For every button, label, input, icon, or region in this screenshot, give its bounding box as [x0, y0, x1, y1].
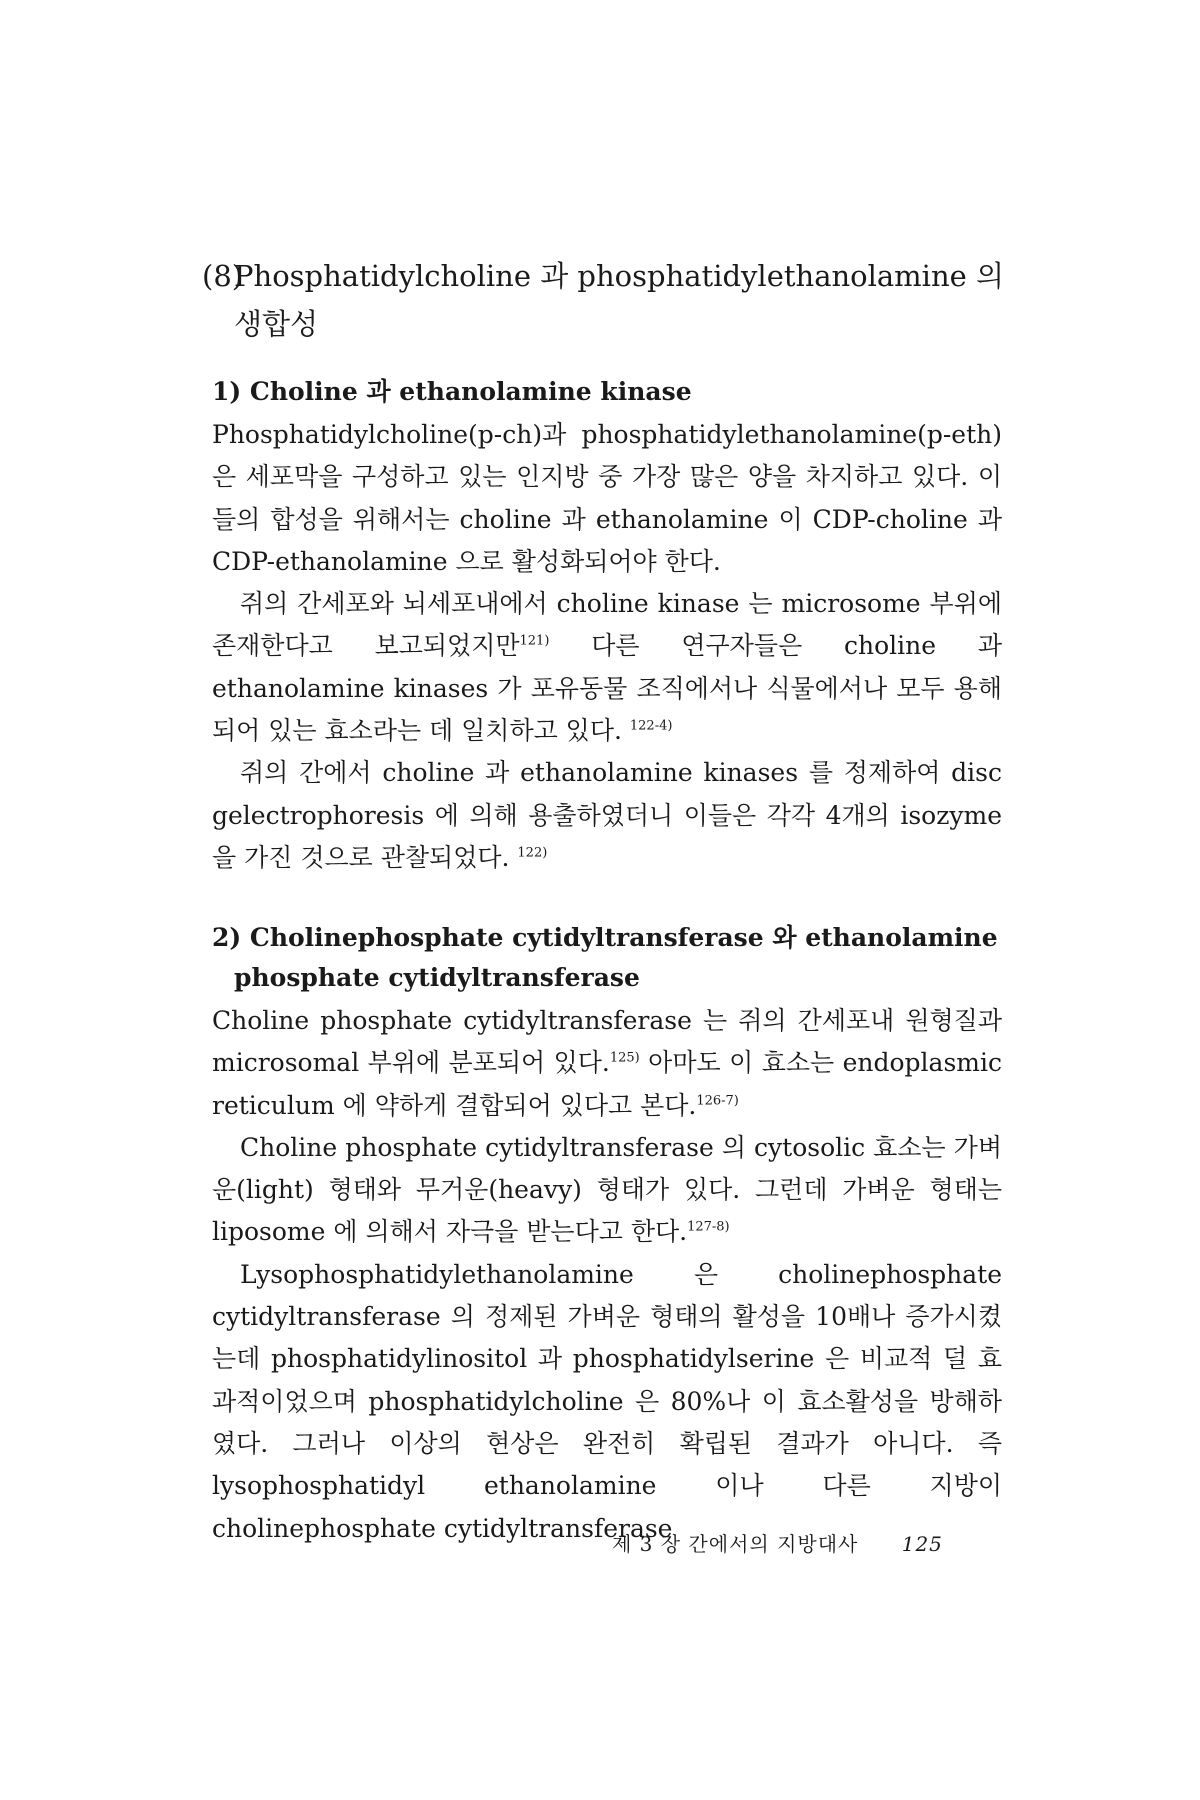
- citation: 126-7): [696, 1093, 739, 1109]
- subsection-2-title-line2: phosphate cytidyltransferase: [234, 963, 640, 992]
- page-footer: [612, 1528, 943, 1557]
- citation: 127-8): [687, 1220, 730, 1236]
- paragraph: Phosphatidylcholine(p-ch)과 phosphatidylethanolamine(p-eth)은 세포막을 구성하고 있는 인지방 중 가장 많은 양을 차지하고 있다. 이들의 합성을 위해서는 choline 과 ethanolamine 이 CDP-choline 과 CDP-ethanolamine 으로 활성화되어야 한다.: [212, 420, 1002, 576]
- section-number: (8): [202, 259, 244, 293]
- subsection-2-heading: [212, 918, 1002, 998]
- citation: 122-4): [629, 718, 673, 734]
- chapter-title: 제 3 장 간에서의 지방대사: [612, 1532, 859, 1556]
- paragraph: [212, 583, 1002, 752]
- citation: 125): [609, 1050, 640, 1066]
- paragraph: [212, 1000, 1002, 1127]
- citation: 122): [517, 845, 548, 861]
- citation: 121): [519, 634, 550, 650]
- paragraph: [212, 1127, 1002, 1254]
- paragraph: Lysophosphatidylethanolamine 은 cholinephosphate cytidyltransferase 의 정제된 가벼운 형태의 활성을 10배나 증가시켰는데 phosphatidylinositol 과 phosphatidylserine 은 비교적 덜 효과적이었으며 phosphatidylcholine 은 80%나 이 효소활성을 방해하였다. 그러나 이상의 현상은 완전히 확립된 결과가 아니다. 즉 lysophosphatidyl ethanolamine 이나 다른 지방이 cholinephosphate cytidyltransferase: [212, 1259, 1002, 1543]
- paragraph-text: 쥐의 간세포와 뇌세포내에서 choline kinase 는 microsome 부위에 존재한다고 보고되었지만: [212, 589, 1002, 661]
- subsection-1-title: 1) Choline 과 ethanolamine kinase: [212, 377, 692, 406]
- subsection-2-body: [212, 1000, 1002, 1550]
- section-heading: [202, 252, 1014, 348]
- subsection-1-heading: [212, 372, 1002, 412]
- paragraph-text: Choline phosphate cytidyltransferase 의 cytosolic 효소는 가벼운(light) 형태와 무거운(heavy) 형태가 있다. 그런데 가벼운 형태는 liposome 에 의해서 자극을 받는다고 한다.: [212, 1132, 1002, 1247]
- subsection-1-body: [212, 414, 1002, 879]
- paragraph: [212, 752, 1002, 879]
- paragraph-text: 다른 연구자들은 choline 과 ethanolamine kinases 가 포유동물 조직에서나 식물에서나 모두 용해되어 있는 효소라는 데 일치하고 있다.: [212, 631, 1002, 746]
- paragraph-text: 아마도 이 효소는 endoplasmic reticulum 에 약하게 결합되어 있다고 본다.: [212, 1048, 1002, 1120]
- paragraph-text: 쥐의 간에서 choline 과 ethanolamine kinases 를 정제하여 disc gelectrophoresis 에 의해 용출하였더니 이들은 각각 4개의 isozyme 을 가진 것으로 관찰되었다.: [212, 758, 1002, 872]
- section-title: Phosphatidylcholine 과 phosphatidylethanolamine 의 생합성: [234, 259, 1005, 341]
- page-number: 125: [901, 1532, 943, 1556]
- subsection-2-title-line1: 2) Cholinephosphate cytidyltransferase 와 ethanolamine: [212, 923, 998, 952]
- paragraph-text: Choline phosphate cytidyltransferase 는 쥐의 간세포내 원형질과 microsomal 부위에 분포되어 있다.: [212, 1006, 1002, 1078]
